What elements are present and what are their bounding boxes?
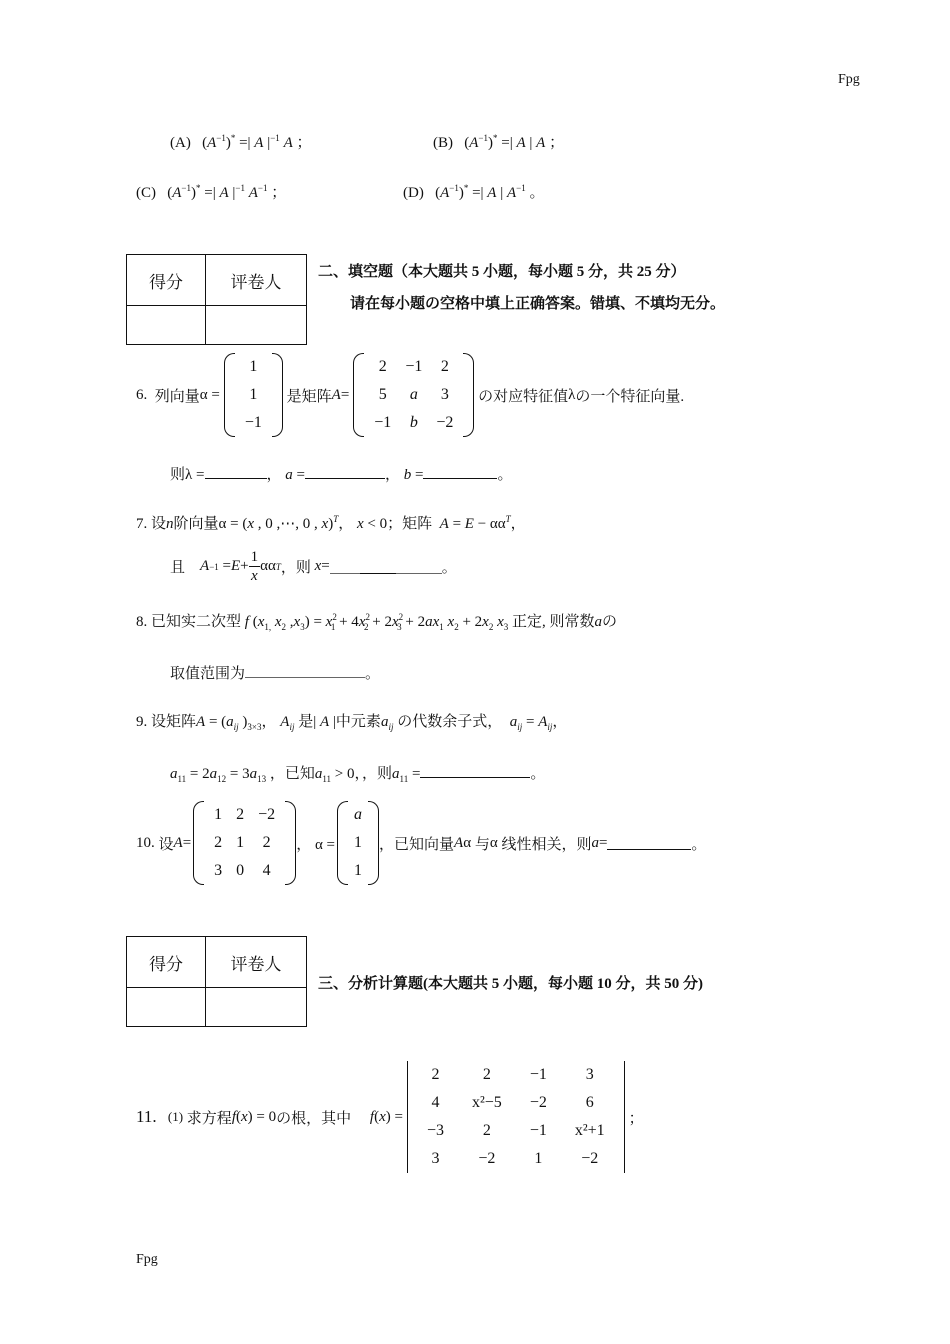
range-blank[interactable] <box>245 664 365 678</box>
lambda-blank[interactable] <box>205 465 267 479</box>
grader-label: 评卷人 <box>206 255 307 306</box>
option-a: (A) $(A^{-1})^*$ =| A $|^{-1}$ A ； <box>170 133 312 151</box>
question-9: 9. 设矩阵$A = (a_{ij}$ )$_{3\times 3}$， $A_{ij}$ 是| A |中元素$a_{ij}$ の代数余子式， $a_{ij} = A_{ij}$， <box>136 714 568 732</box>
question-8-line2: 取值范围为 。 <box>170 666 381 682</box>
score-cell[interactable] <box>127 988 206 1027</box>
section3-title: 三、分析计算题(本大题共 5 小题，每小题 10 分，共 50 分) <box>318 976 703 992</box>
question-6-answers: 则λ = ， a = ， b = 。 <box>170 467 513 483</box>
score-box-section2 <box>126 254 307 345</box>
b-blank[interactable] <box>423 465 497 479</box>
score-label: 得分 <box>127 937 206 988</box>
score-label: 得分 <box>127 255 206 306</box>
determinant-fx: 2 2 −1 3 4 x²−5 −2 6 −3 2 −1 x²+1 3 −2 1 −2 <box>407 1061 625 1173</box>
alpha-vector: 1 1 −1 <box>224 353 283 437</box>
option-b: (B) $(A^{-1})^*$ =| A | A ； <box>433 133 565 151</box>
matrix-a: 2 −1 2 5 a 3 −1 b −2 <box>353 353 474 437</box>
grader-cell[interactable] <box>206 306 307 345</box>
a-blank-q10[interactable] <box>607 836 691 850</box>
footer-mark: Fpg <box>136 1252 158 1267</box>
a-blank[interactable] <box>305 465 385 479</box>
score-box-section3 <box>126 936 307 1027</box>
option-d: (D) $(A^{-1})^*$ =| A | $A^{-1}$ 。 <box>403 183 545 201</box>
question-10: 10. 设 A = 1 2 −2 2 1 2 3 0 4 ， α = a 1 1 ，已知向量 A α 与 α 线性相关，则 a = 。 <box>136 800 706 886</box>
question-7-line2: 且 A −1 = E + $\frac{1}{x}$ αα T ，则 x = 。 <box>170 549 457 584</box>
score-cell[interactable] <box>127 306 206 345</box>
question-9-line2: $a_{11} = 2a_{12} = 3a_{13}$ ，已知$a_{11} > 0$，，则$a_{11}$ = 。 <box>170 766 546 784</box>
grader-cell[interactable] <box>206 988 307 1027</box>
grader-label: 评卷人 <box>206 937 307 988</box>
question-8: 8. 已知实二次型 f ($x_{1,}$ $x_2$ $,x_3) = x^2_1 + 4x^2_2 + 2x^2_3 + 2ax_1$ $x_2 + 2x_2$ $x_3$ 正定, 则常数aの <box>136 612 618 632</box>
matrix-a-q10: 1 2 −2 2 1 2 3 0 4 <box>193 801 296 885</box>
x-blank[interactable] <box>360 560 396 574</box>
section2-title: 二、填空题（本大题共 5 小题，每小题 5 分，共 25 分） <box>318 264 686 280</box>
header-mark: Fpg <box>838 72 860 87</box>
a11-blank[interactable] <box>420 764 530 778</box>
option-c: (C) $(A^{-1})^*$ =| A $|^{-1}$ $A^{-1}$ ； <box>136 183 287 201</box>
question-11: 11. (1) 求方程 f ( x ) = 0 の根，其中 f ( x ) = 2 2 −1 3 4 x²−5 −2 6 −3 2 −1 x²+1 3 −2 1 −2 ； <box>136 1060 644 1174</box>
alpha-vector-q10: a 1 1 <box>337 801 379 885</box>
question-7: 7. 设n阶向量α = (x , 0 ,⋯, 0 , x)$^T$， x < 0；矩阵 $A = E - \alpha\alpha^T$， <box>136 514 526 532</box>
question-6: 6. 列向量 α = 1 1 −1 是矩阵 A = 2 −1 2 5 a 3 −1 b −2 の对应特征值 λ の一个特征向量. <box>136 352 684 438</box>
section2-instruction: 请在每小题の空格中填上正确答案。错填、不填均无分。 <box>350 296 726 312</box>
